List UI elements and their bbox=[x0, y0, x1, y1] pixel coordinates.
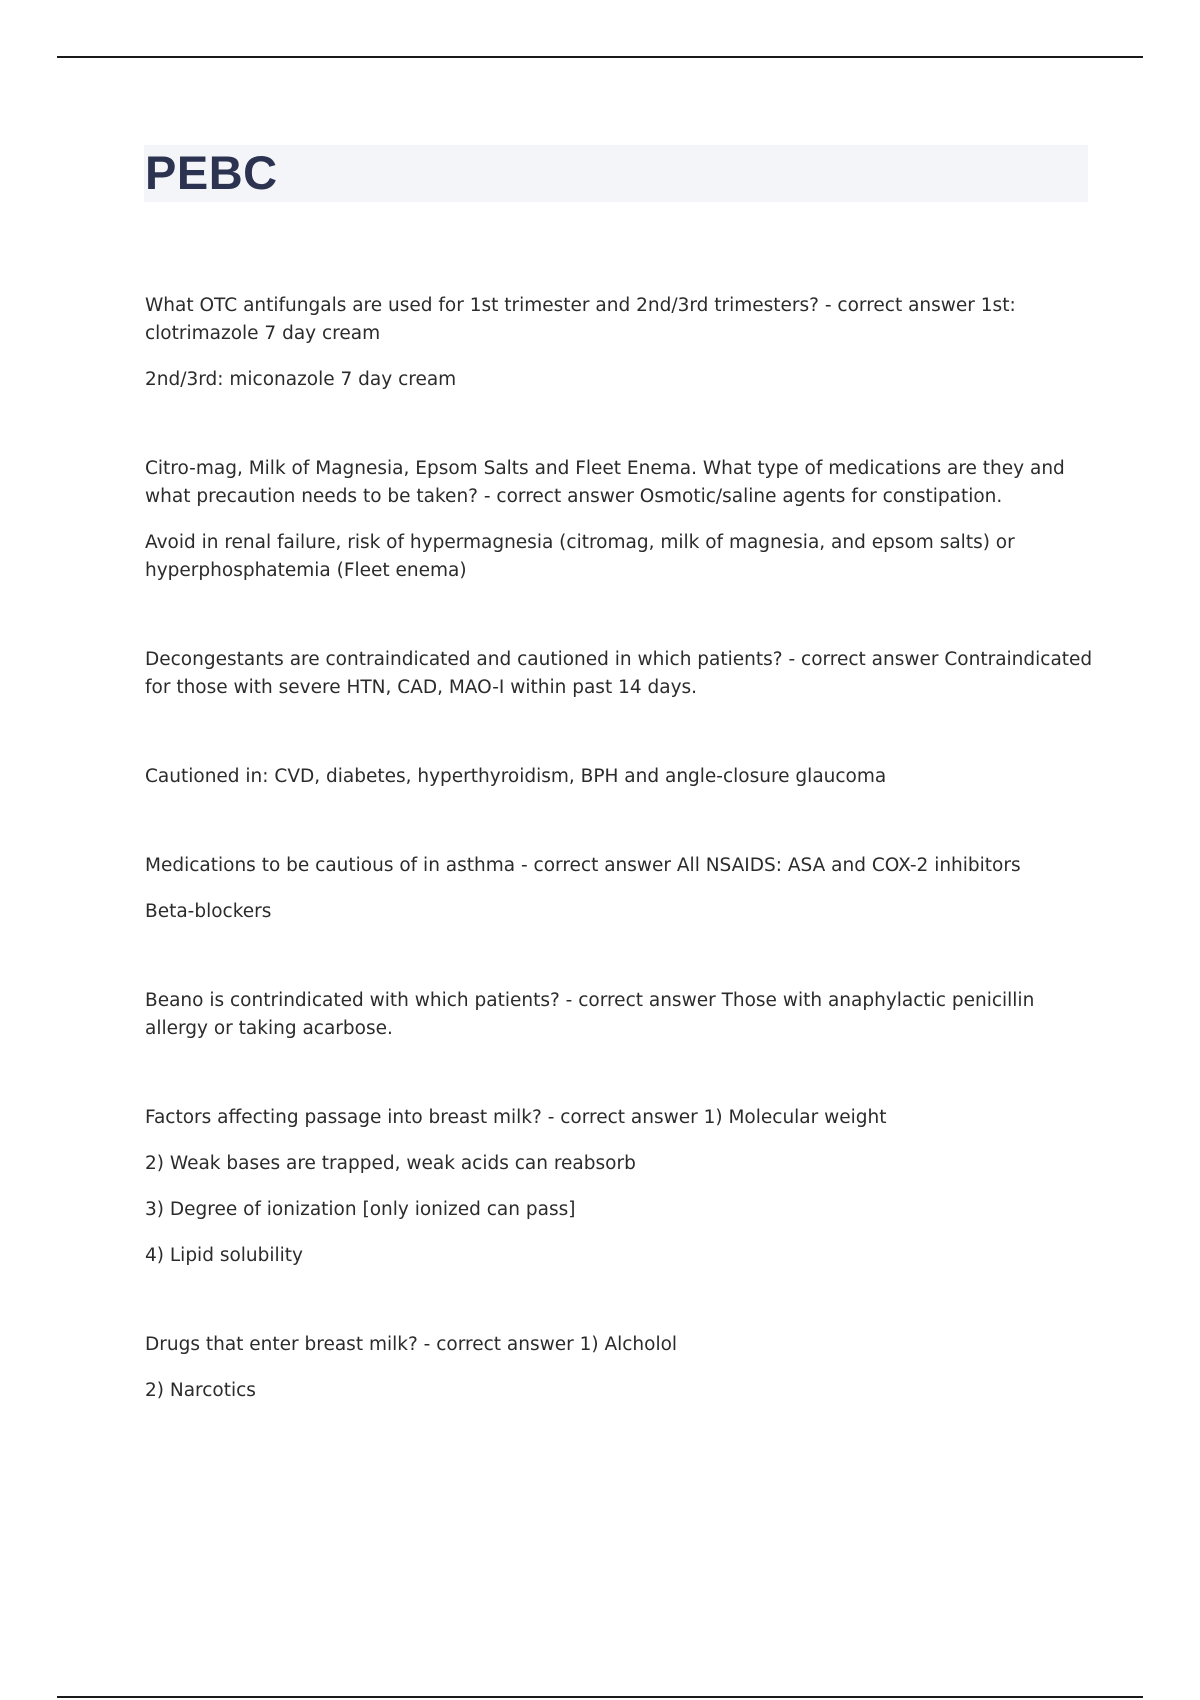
page-title: PEBC bbox=[145, 146, 278, 199]
qa-card-beano bbox=[145, 987, 1093, 1043]
qa-text: What OTC antifungals are used for 1st trimester and 2nd/3rd trimesters? - correct answer 1st: clotrimazole 7 day cream bbox=[145, 295, 1016, 344]
document-body bbox=[145, 292, 1093, 1405]
qa-card-decongestants bbox=[145, 646, 1093, 702]
qa-card-antifungals bbox=[145, 292, 1093, 394]
qa-card-breast-milk-factors bbox=[145, 1104, 1093, 1270]
qa-text: Citro-mag, Milk of Magnesia, Epsom Salts and Fleet Enema. What type of medications are they and what precaution needs to be taken? - correct answer Osmotic/saline agents for constipation. bbox=[145, 458, 1065, 507]
top-rule bbox=[57, 56, 1143, 58]
qa-card-cautioned bbox=[145, 763, 1093, 791]
qa-text: Factors affecting passage into breast milk? - correct answer 1) Molecular weight bbox=[145, 1107, 887, 1128]
qa-text: Cautioned in: CVD, diabetes, hyperthyroidism, BPH and angle-closure glaucoma bbox=[145, 766, 887, 787]
qa-text: Decongestants are contraindicated and cautioned in which patients? - correct answer Contraindicated for those with severe HTN, CAD, MAO-I within past 14 days. bbox=[145, 649, 1093, 698]
qa-text: 2) Narcotics bbox=[145, 1380, 256, 1401]
bottom-rule bbox=[57, 1696, 1143, 1698]
qa-card-asthma bbox=[145, 852, 1093, 926]
qa-text: Beta-blockers bbox=[145, 901, 272, 922]
qa-text: 2) Weak bases are trapped, weak acids can reabsorb bbox=[145, 1153, 636, 1174]
qa-text: Avoid in renal failure, risk of hypermagnesia (citromag, milk of magnesia, and epsom salts) or hyperphosphatemia (Fleet enema) bbox=[145, 532, 1015, 581]
qa-text: Drugs that enter breast milk? - correct answer 1) Alcholol bbox=[145, 1334, 678, 1355]
qa-card-breast-milk-drugs bbox=[145, 1331, 1093, 1405]
qa-card-osmotic-agents bbox=[145, 455, 1093, 585]
title-band bbox=[144, 145, 1088, 202]
qa-text: Beano is contrindicated with which patients? - correct answer Those with anaphylactic penicillin allergy or taking acarbose. bbox=[145, 990, 1035, 1039]
qa-text: 3) Degree of ionization [only ionized can pass] bbox=[145, 1199, 576, 1220]
qa-text: Medications to be cautious of in asthma - correct answer All NSAIDS: ASA and COX-2 inhibitors bbox=[145, 855, 1021, 876]
qa-text: 2nd/3rd: miconazole 7 day cream bbox=[145, 369, 457, 390]
qa-text: 4) Lipid solubility bbox=[145, 1245, 304, 1266]
